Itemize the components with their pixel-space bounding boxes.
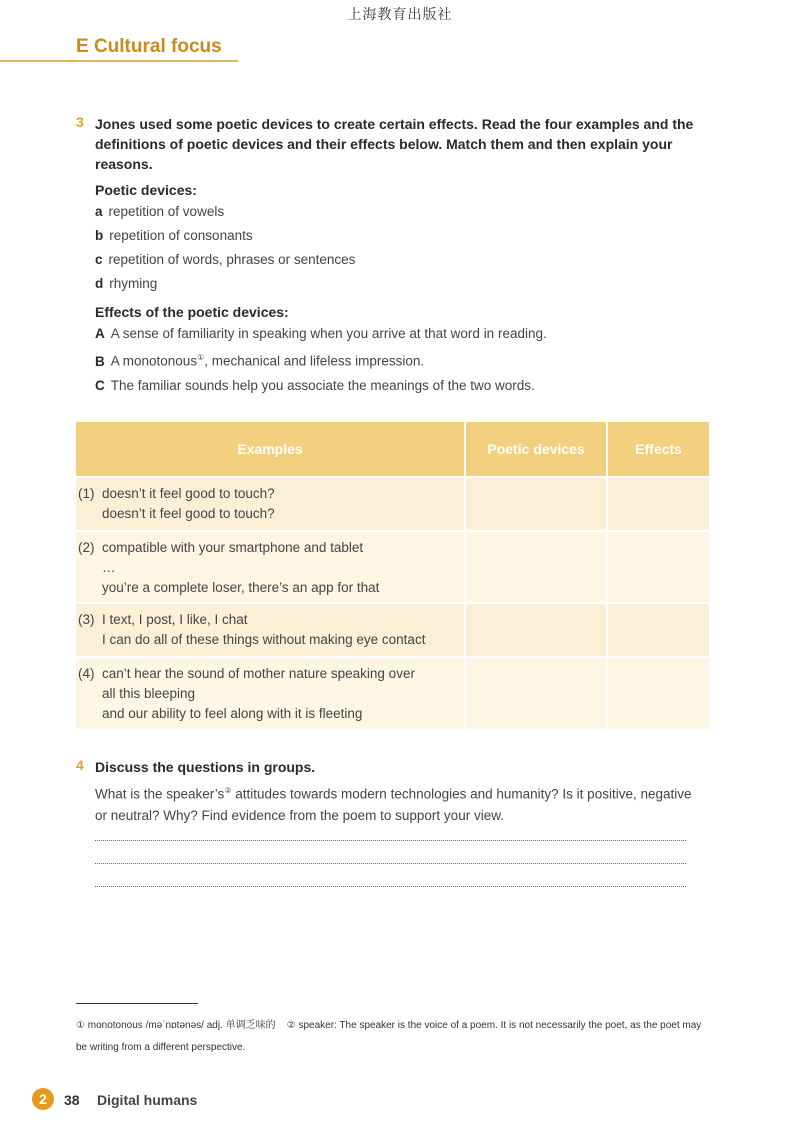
answer-line[interactable]	[95, 886, 686, 887]
effect-answer-cell[interactable]	[607, 477, 709, 531]
poetic-device-answer-cell[interactable]	[465, 531, 607, 603]
example-cell: (1) doesn’t it feel good to touch? doesn’t it feel good to touch?	[76, 477, 465, 531]
publisher-header: 上海教育出版社	[347, 7, 453, 23]
question-instruction: Jones used some poetic devices to create certain effects. Read the four examples and the definitions of poetic devices and their effects below. Match them and then explain your reasons.	[95, 116, 694, 172]
section-title-underline	[0, 60, 238, 62]
unit-badge: 2	[32, 1088, 54, 1110]
table-row	[76, 477, 709, 531]
header-examples: Examples	[76, 422, 465, 477]
table-row	[76, 657, 709, 729]
table-row	[76, 603, 709, 657]
section-title: E Cultural focus	[76, 36, 222, 57]
footnote-mark: ①	[197, 353, 205, 362]
unit-title: Digital humans	[97, 1092, 198, 1108]
effect-answer-cell[interactable]	[607, 531, 709, 603]
matching-table	[76, 422, 709, 729]
footnote-1: ① monotonous /məˈnɒtənəs/ adj. 单调乏味的	[76, 1020, 276, 1031]
header-poetic-devices: Poetic devices	[465, 422, 607, 477]
question-3	[76, 114, 716, 398]
page-number: 38	[64, 1092, 80, 1108]
question-number: 3	[76, 114, 84, 130]
question-heading: Discuss the questions in groups.	[95, 759, 316, 775]
poetic-device-answer-cell[interactable]	[465, 657, 607, 729]
device-item: b repetition of consonants	[95, 228, 253, 243]
poetic-device-answer-cell[interactable]	[465, 477, 607, 531]
footnote-mark: ②	[224, 786, 232, 795]
device-item: d rhyming	[95, 276, 158, 291]
footnote-2: ② speaker: The speaker is the voice of a poem. It is not necessarily the poet, as the poet may be writing from a different perspective.	[76, 1020, 702, 1053]
table-row	[76, 531, 709, 603]
effects-heading: Effects of the poetic devices:	[95, 304, 289, 320]
example-cell: (3) I text, I post, I like, I chat I can do all of these things without making eye contact	[76, 603, 465, 657]
question-number: 4	[76, 757, 84, 773]
effect-item: B A monotonous①, mechanical and lifeless impression.	[95, 353, 425, 369]
effect-item: C The familiar sounds help you associate the meanings of the two words.	[95, 377, 535, 393]
device-item: c repetition of words, phrases or sentences	[95, 252, 356, 267]
example-cell: (4) can’t hear the sound of mother nature speaking over all this bleeping and our ability to feel along with it is fleeting	[76, 657, 465, 729]
effect-item: A A sense of familiarity in speaking when you arrive at that word in reading.	[95, 326, 547, 341]
effect-answer-cell[interactable]	[607, 657, 709, 729]
header-effects: Effects	[607, 422, 709, 477]
footnotes	[76, 1015, 706, 1059]
effect-answer-cell[interactable]	[607, 603, 709, 657]
question-4	[76, 757, 716, 826]
poetic-device-answer-cell[interactable]	[465, 603, 607, 657]
answer-line[interactable]	[95, 863, 686, 864]
answer-line[interactable]	[95, 840, 686, 841]
footnote-divider	[76, 1003, 198, 1004]
device-item: a repetition of vowels	[95, 204, 225, 219]
question-prompt: What is the speaker’s② attitudes towards modern technologies and humanity? Is it positive, negative or neutral? Why? Find evidence from the poem to support your view.	[95, 786, 692, 823]
example-cell: (2) compatible with your smartphone and tablet … you’re a complete loser, there’s an app for that	[76, 531, 465, 603]
poetic-devices-heading: Poetic devices:	[95, 182, 197, 198]
